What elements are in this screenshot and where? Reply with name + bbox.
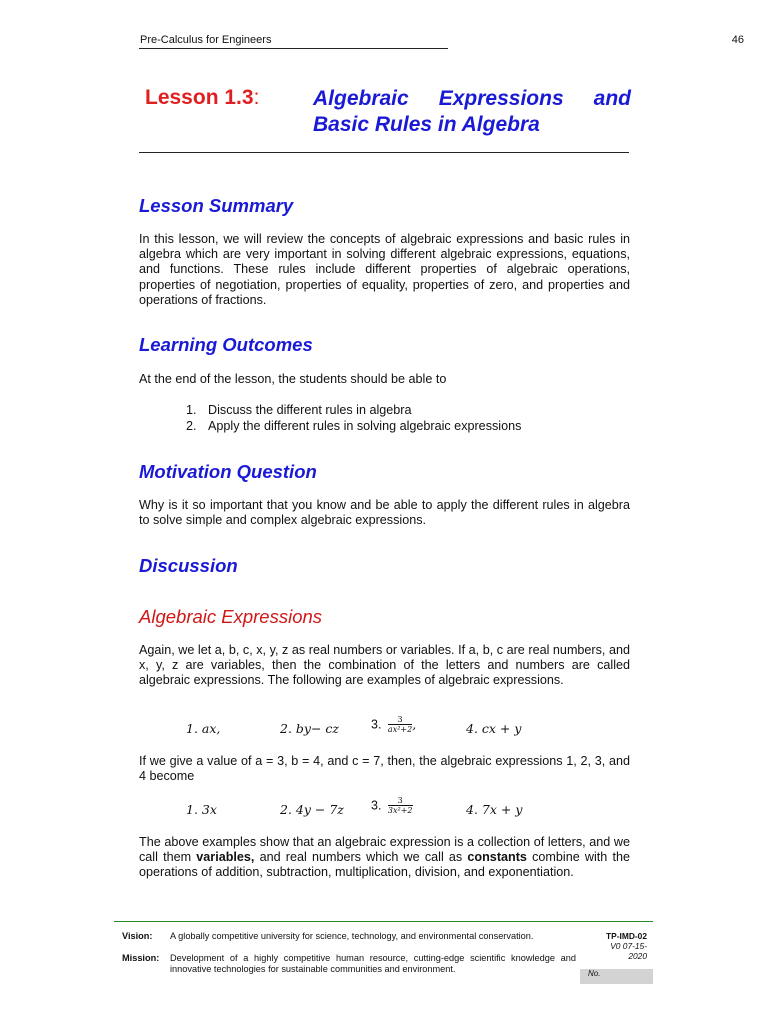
mission-label: Mission: — [122, 953, 160, 963]
outcomes-heading: Learning Outcomes — [139, 334, 313, 355]
term-constants: constants — [467, 850, 527, 865]
version: V0 07-15-2020 — [610, 941, 647, 961]
example-1: 1. ax, — [186, 721, 221, 736]
summary-text: In this lesson, we will review the concepts of algebraic expressions and basic rules in algebra which are very important in solving different algebraic expressions, equations, and functions. These rules include different properties of algebraic operations, properties of negotiation, properties of equality, properties of zero, and properties and operations of fractions. — [139, 232, 630, 307]
result-4: 4. 7x + y — [466, 802, 523, 817]
example-3-number: 3. — [371, 717, 382, 732]
document-code — [600, 931, 647, 961]
term-variables: variables, — [196, 850, 255, 865]
para3-text-1: The above examples show that an algebraic expression is a collection of letters, and we call them — [139, 835, 630, 865]
number-label: No. — [588, 969, 601, 978]
fraction-denominator: ax²+2 — [387, 725, 413, 734]
example-3-comma: , — [412, 717, 417, 732]
fraction-numerator: 3 — [388, 796, 413, 806]
title-rule — [139, 152, 629, 153]
example-2: 2. by− cz — [280, 721, 339, 736]
discussion-para-2: If we give a value of a = 3, b = 4, and c = 7, then, the algebraic expressions 1, 2, 3, and 4 become — [139, 754, 630, 784]
list-item-text: Apply the different rules in solving algebraic expressions — [208, 419, 522, 433]
outcomes-list — [186, 402, 521, 434]
result-3 — [371, 796, 413, 815]
list-item-number: 1. — [186, 403, 197, 417]
para3-text-2: and real numbers which we call as — [254, 850, 468, 865]
discussion-para-1: Again, we let a, b, c, x, y, z as real numbers or variables. If a, b, c are real numbers, and x, y, z are variables, then the combination of the letters and numbers are called algebraic expressions. The following are examples of algebraic expressions. — [139, 643, 630, 688]
para3-text-3: combine with the operations of addition, subtraction, multiplication, division, and exponentiation. — [139, 850, 630, 880]
course-title: Pre-Calculus for Engineers — [140, 34, 272, 46]
list-item-number: 2. — [186, 419, 197, 433]
list-item-text: Discuss the different rules in algebra — [208, 403, 412, 417]
header-rule — [139, 48, 448, 49]
code: TP-IMD-02 — [606, 931, 647, 941]
lesson-title-line1: Algebraic Expressions and — [313, 87, 631, 110]
fraction-numerator: 3 — [388, 715, 412, 725]
list-item — [186, 402, 521, 418]
outcomes-intro: At the end of the lesson, the students should be able to — [139, 372, 447, 386]
footer-rule — [114, 921, 653, 922]
lesson-title-line2: Basic Rules in Algebra — [313, 113, 540, 136]
vision-label: Vision: — [122, 931, 153, 941]
result-2: 2. 4y − 7z — [280, 802, 344, 817]
motivation-heading: Motivation Question — [139, 461, 317, 482]
vision-text: A globally competitive university for science, technology, and environmental conservation. — [170, 931, 534, 941]
discussion-heading: Discussion — [139, 555, 238, 576]
fraction — [388, 715, 412, 734]
fraction-denominator: 3x²+2 — [387, 806, 413, 815]
result-1: 1. 3x — [186, 802, 217, 817]
discussion-para-3 — [139, 835, 630, 881]
lesson-colon: : — [253, 86, 260, 109]
fraction — [388, 796, 413, 815]
example-4: 4. cx + y — [466, 721, 522, 736]
lesson-number: Lesson 1.3 — [145, 86, 254, 109]
page-number: 46 — [731, 34, 744, 46]
list-item — [186, 418, 521, 434]
motivation-text: Why is it so important that you know and be able to apply the different rules in algebra to solve simple and complex algebraic expressions. — [139, 498, 630, 528]
algebraic-expressions-subheading: Algebraic Expressions — [139, 606, 323, 627]
lesson-label — [145, 86, 259, 110]
lesson-title — [313, 86, 631, 138]
example-3 — [371, 715, 416, 734]
summary-heading: Lesson Summary — [139, 195, 294, 216]
mission-text: Development of a highly competitive human resource, cutting-edge scientific knowledge and innovative technologies for sustainable communities and environment. — [170, 953, 576, 974]
result-3-number: 3. — [371, 798, 382, 813]
number-box — [580, 969, 653, 984]
